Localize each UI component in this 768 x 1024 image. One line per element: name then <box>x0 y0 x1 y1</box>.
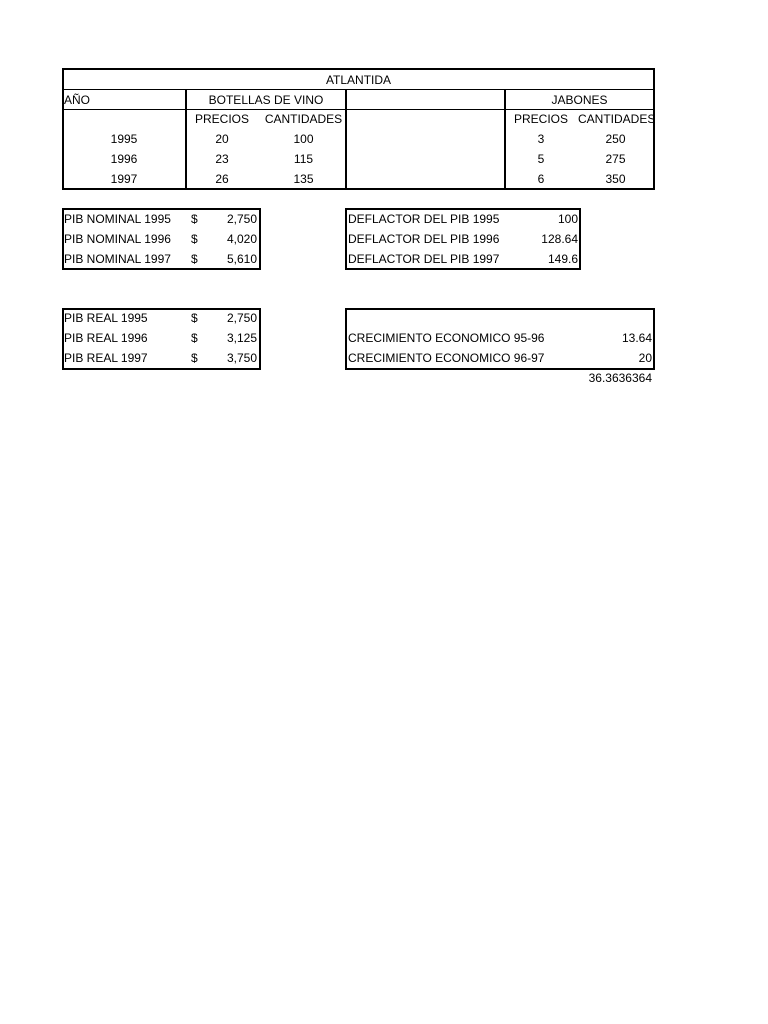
table-cell-wine-price: 26 <box>215 172 229 186</box>
main-table-divider <box>345 89 347 189</box>
table-cell-soap-qty: 350 <box>605 172 626 186</box>
currency-symbol: $ <box>191 252 198 266</box>
subheader-soap-prices: PRECIOS <box>513 112 568 126</box>
subheader-soap-quantities: CANTIDADES <box>578 112 656 126</box>
column-header-wine: BOTELLAS DE VINO <box>208 93 324 107</box>
currency-symbol: $ <box>191 351 198 365</box>
subheader-wine-prices: PRECIOS <box>194 112 249 126</box>
table-title: ATLANTIDA <box>325 73 392 87</box>
nominal-gdp-label: PIB NOMINAL 1997 <box>64 252 171 266</box>
real-gdp-value: 2,750 <box>226 311 257 325</box>
table-cell-wine-price: 20 <box>215 132 229 146</box>
deflator-label: DEFLACTOR DEL PIB 1996 <box>348 232 500 246</box>
currency-symbol: $ <box>191 311 198 325</box>
table-cell-soap-price: 5 <box>537 152 545 166</box>
growth-value: 13.64 <box>621 331 652 345</box>
table-cell-soap-qty: 250 <box>605 132 626 146</box>
table-cell-soap-price: 3 <box>537 132 545 146</box>
table-cell-soap-price: 6 <box>537 172 545 186</box>
column-header-soap: JABONES <box>551 93 608 107</box>
deflator-value: 149.6 <box>547 252 578 266</box>
real-gdp-label: PIB REAL 1997 <box>64 351 148 365</box>
growth-label: CRECIMIENTO ECONOMICO 95-96 <box>348 331 545 345</box>
nominal-gdp-label: PIB NOMINAL 1996 <box>64 232 171 246</box>
table-cell-year: 1995 <box>110 132 138 146</box>
nominal-gdp-label: PIB NOMINAL 1995 <box>64 212 171 226</box>
real-gdp-value: 3,750 <box>226 351 257 365</box>
subheader-wine-quantities: CANTIDADES <box>264 112 343 126</box>
nominal-gdp-value: 2,750 <box>226 212 257 226</box>
column-header-year: AÑO <box>64 93 91 107</box>
table-cell-year: 1997 <box>110 172 138 186</box>
table-cell-wine-qty: 100 <box>293 132 314 146</box>
real-gdp-label: PIB REAL 1996 <box>64 331 148 345</box>
table-cell-soap-qty: 275 <box>605 152 626 166</box>
currency-symbol: $ <box>191 212 198 226</box>
real-gdp-label: PIB REAL 1995 <box>64 311 148 325</box>
deflator-label: DEFLACTOR DEL PIB 1995 <box>348 212 500 226</box>
currency-symbol: $ <box>191 232 198 246</box>
table-cell-year: 1996 <box>110 152 138 166</box>
deflator-label: DEFLACTOR DEL PIB 1997 <box>348 252 500 266</box>
table-cell-wine-qty: 115 <box>293 152 314 166</box>
nominal-gdp-value: 5,610 <box>226 252 257 266</box>
growth-value: 20 <box>638 351 652 365</box>
nominal-gdp-value: 4,020 <box>226 232 257 246</box>
table-cell-wine-price: 23 <box>215 152 229 166</box>
table-cell-wine-qty: 135 <box>293 172 314 186</box>
deflator-value: 128.64 <box>541 232 578 246</box>
growth-label: CRECIMIENTO ECONOMICO 96-97 <box>348 351 545 365</box>
growth-total: 36.3636364 <box>588 371 652 385</box>
deflator-value: 100 <box>557 212 578 226</box>
real-gdp-value: 3,125 <box>226 331 257 345</box>
currency-symbol: $ <box>191 331 198 345</box>
